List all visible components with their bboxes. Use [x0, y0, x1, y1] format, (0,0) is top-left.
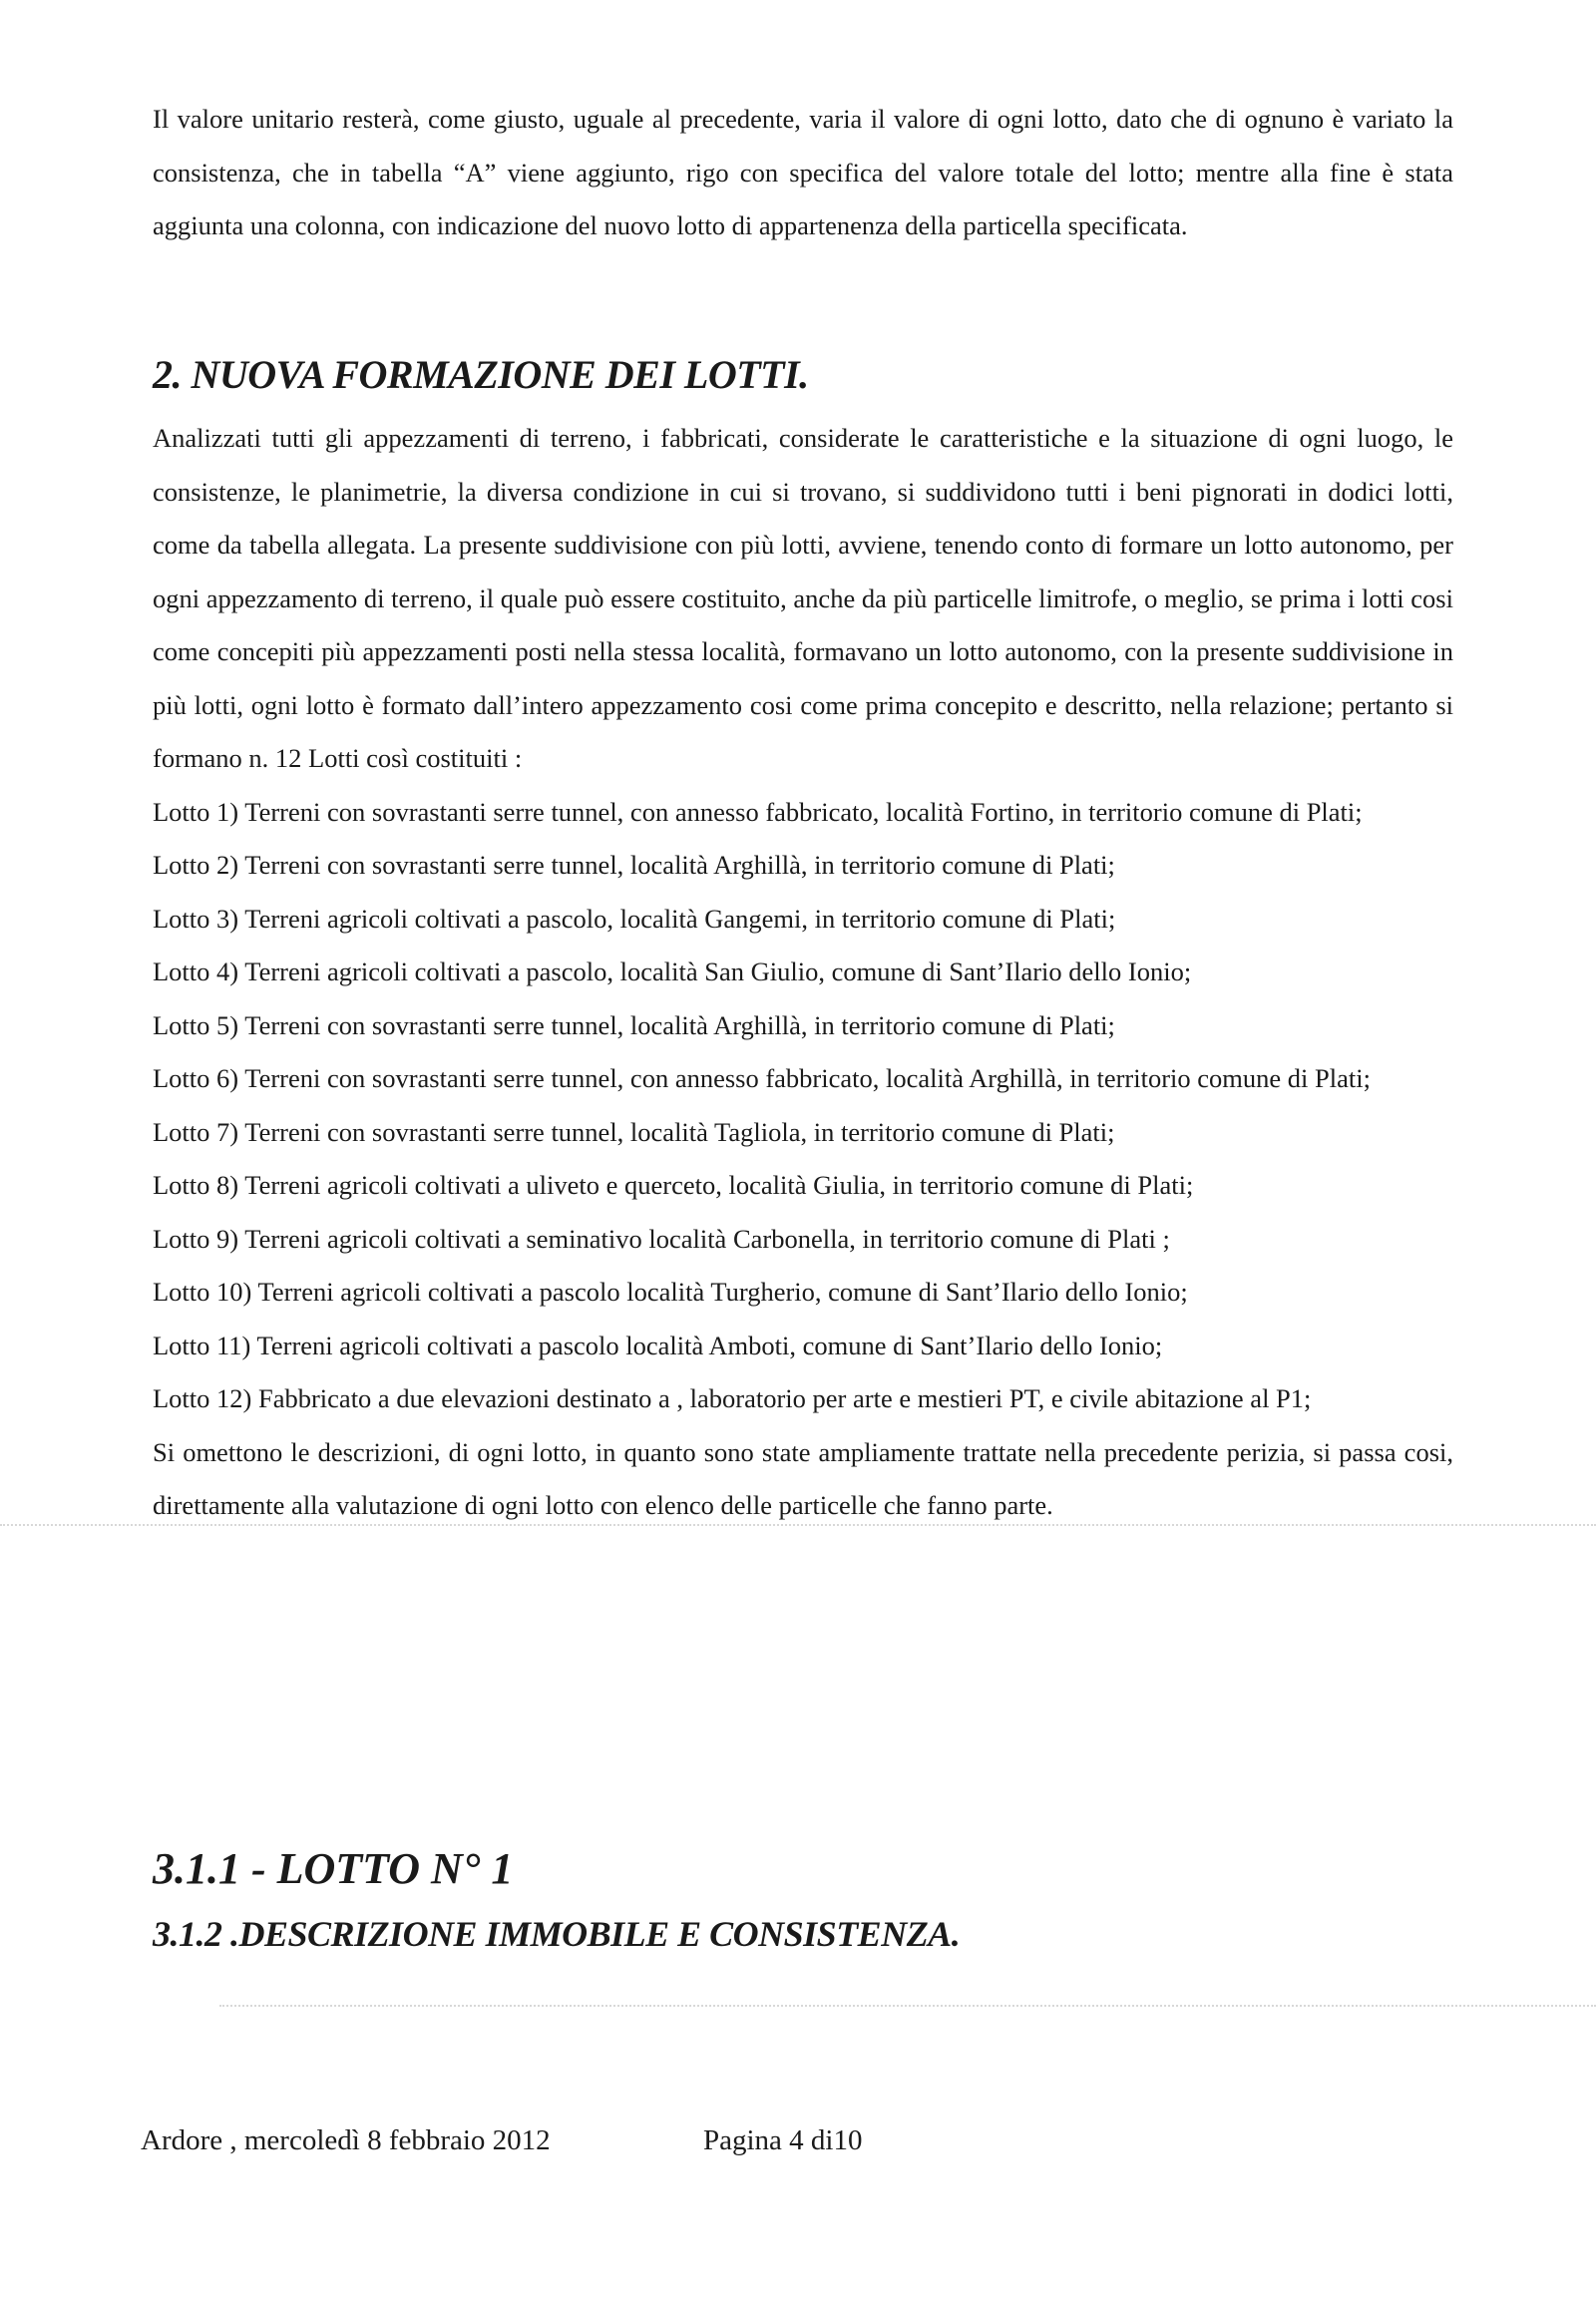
intro-paragraph: Il valore unitario resterà, come giusto, uguale al precedente, varia il valore di ogni lotto, dato che di ognuno è variato la consistenza, che in tabella “A” viene aggiunto, rigo con specifica del valore totale del lotto; mentre alla fine è stata aggiunta una colonna, con indicazione del nuovo lotto di appartenenza della particella specificata.	[153, 104, 1453, 240]
lot-item: Lotto 12) Fabbricato a due elevazioni destinato a , laboratorio per arte e mestieri PT, e civile abitazione al P1;	[153, 1383, 1312, 1413]
section312-heading-block	[153, 1913, 1453, 1955]
section2-paragraph: Analizzati tutti gli appezzamenti di terreno, i fabbricati, considerate le caratteristiche e la situazione di ogni luogo, le consistenze, le planimetrie, la diversa condizione in cui si trovano, si suddividono tutti i beni pignorati in dodici lotti, come da tabella allegata. La presente suddivisione con più lotti, avviene, tenendo conto di formare un lotto autonomo, per ogni appezzamento di terreno, il quale può essere costituito, anche da più particelle limitrofe, o meglio, se prima i lotti cosi come concepiti più appezzamenti posti nella stessa località, formavano un lotto autonomo, con la presente suddivisione in più lotti, ogni lotto è formato dall’intero appezzamento cosi come prima concepito e descritto, nella relazione; pertanto si formano n. 12 Lotti così costituiti :	[153, 423, 1453, 773]
lot-item: Lotto 2) Terreni con sovrastanti serre tunnel, località Arghillà, in territorio comune di Plati;	[153, 850, 1115, 880]
lot-item: Lotto 9) Terreni agricoli coltivati a seminativo località Carbonella, in territorio comune di Plati ;	[153, 1223, 1170, 1254]
lot-list	[153, 786, 1453, 1426]
scan-artifact-line	[0, 1524, 1596, 1526]
section2-heading-block	[153, 351, 1453, 398]
lot-item: Lotto 11) Terreni agricoli coltivati a pascolo località Amboti, comune di Sant’Ilario dello Ionio;	[153, 1330, 1163, 1360]
section-heading: 2. NUOVA FORMAZIONE DEI LOTTI.	[153, 352, 809, 397]
page-footer	[141, 2124, 863, 2157]
lot-item: Lotto 5) Terreni con sovrastanti serre tunnel, località Arghillà, in territorio comune di Plati;	[153, 1009, 1115, 1040]
section311-heading-block	[153, 1843, 1453, 1894]
lot-item: Lotto 10) Terreni agricoli coltivati a pascolo località Turgherio, comune di Sant’Ilario dello Ionio;	[153, 1277, 1188, 1307]
section2-body	[153, 412, 1453, 1533]
scan-artifact-line	[219, 2005, 1596, 2007]
footer-place-date: Ardore , mercoledì 8 febbraio 2012	[141, 2124, 551, 2156]
lot-item: Lotto 3) Terreni agricoli coltivati a pascolo, località Gangemi, in territorio comune di Plati;	[153, 903, 1116, 934]
lot-item: Lotto 8) Terreni agricoli coltivati a uliveto e querceto, località Giulia, in territorio comune di Plati;	[153, 1170, 1194, 1200]
intro-paragraph-block	[153, 93, 1453, 253]
subsection-heading: 3.1.2 .DESCRIZIONE IMMOBILE E CONSISTENZA.	[153, 1914, 961, 1954]
lot-item: Lotto 4) Terreni agricoli coltivati a pascolo, località San Giulio, comune di Sant’Ilario dello Ionio;	[153, 957, 1192, 986]
lot-item: Lotto 6) Terreni con sovrastanti serre tunnel, con annesso fabbricato, località Arghillà, in territorio comune di Plati;	[153, 1063, 1371, 1093]
footer-page-number: Pagina 4 di10	[703, 2124, 863, 2156]
closing-paragraph: Si omettono le descrizioni, di ogni lotto, in quanto sono state ampliamente trattate nella precedente perizia, si passa cosi, direttamente alla valutazione di ogni lotto con elenco delle particelle che fanno parte.	[153, 1436, 1453, 1520]
lot-item: Lotto 7) Terreni con sovrastanti serre tunnel, località Tagliola, in territorio comune di Plati;	[153, 1116, 1115, 1147]
lot-item: Lotto 1) Terreni con sovrastanti serre tunnel, con annesso fabbricato, località Fortino, in territorio comune di Plati;	[153, 796, 1363, 827]
lot-heading: 3.1.1 - LOTTO N° 1	[153, 1844, 514, 1893]
